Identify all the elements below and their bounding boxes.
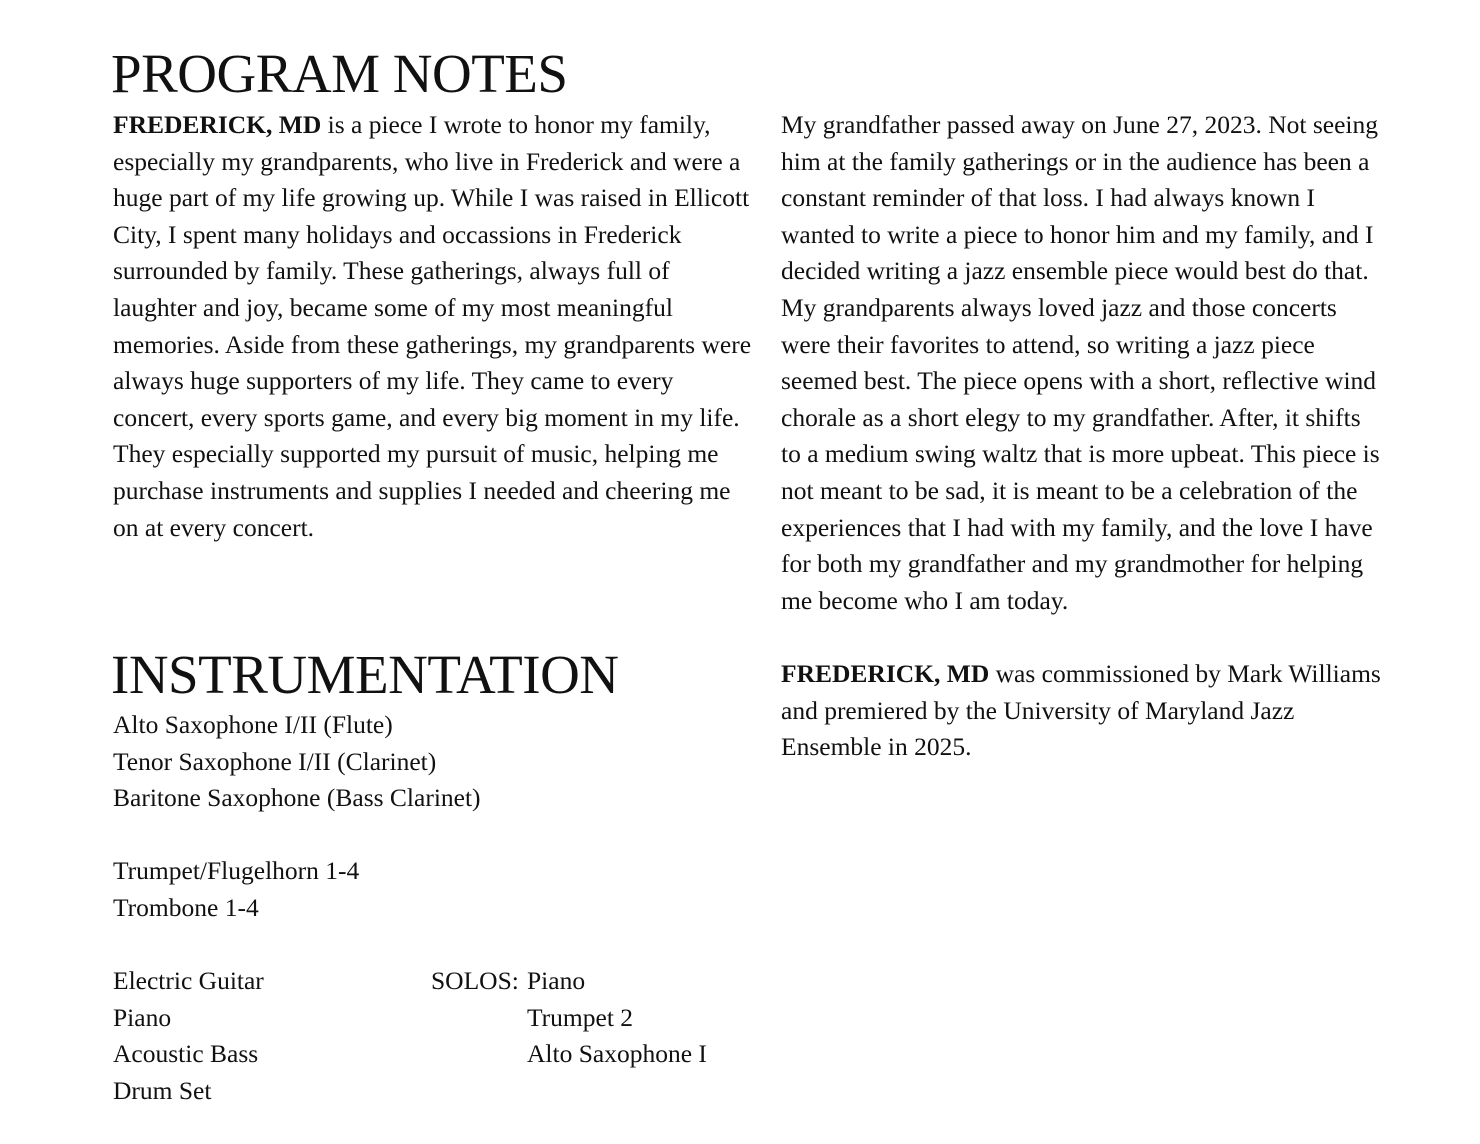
program-notes-paragraph-1 — [113, 107, 753, 546]
program-notes-right-column — [781, 107, 1381, 766]
program-notes-paragraph-2: My grandfather passed away on June 27, 2023. Not seeing him at the family gatherings or in the audience has been a constant reminder of that loss. I had always known I wanted to write a piece to honor him and my family, and I decided writing a jazz ensemble piece would best do that. My grandparents always loved jazz and those concerts were their favorites to attend, so writing a jazz piece seemed best. The piece opens with a short, reflective wind chorale as a short elegy to my grandfather. After, it shifts to a medium swing waltz that is more upbeat. This piece is not meant to be sad, it is meant to be a celebration of the experiences that I had with my family, and the love I have for both my grandfather and my grandmother for helping me become who I am today. — [781, 110, 1380, 615]
piece-title: FREDERICK, MD — [781, 658, 990, 688]
program-notes-left-column — [113, 107, 753, 546]
rhythm-list — [113, 963, 264, 1109]
list-item: Acoustic Bass — [113, 1039, 259, 1069]
list-item: Trumpet/Flugelhorn 1-4 — [113, 856, 360, 885]
list-item: Trombone 1-4 — [113, 892, 259, 922]
list-item: Tenor Saxophone I/II (Clarinet) — [113, 746, 437, 776]
list-item: Alto Saxophone I/II (Flute) — [113, 710, 393, 739]
list-item: Trumpet 2 — [527, 1002, 634, 1032]
solos-list — [431, 963, 707, 1073]
instrumentation-heading: INSTRUMENTATION — [111, 644, 619, 705]
list-item: Piano — [113, 1002, 172, 1032]
list-item: Piano — [527, 966, 586, 995]
solos-label: SOLOS: — [431, 966, 519, 995]
program-notes-heading: PROGRAM NOTES — [111, 43, 568, 104]
paragraph-text: was commissioned by Mark Williams and premiered by the University of Maryland Jazz Ensemble in 2025. — [781, 658, 1381, 762]
list-item: Drum Set — [113, 1075, 212, 1105]
woodwinds-list — [113, 707, 481, 817]
brass-list — [113, 853, 359, 926]
program-notes-paragraph-3 — [781, 656, 1381, 766]
paragraph-text: is a piece I wrote to honor my family, especially my grandparents, who live in Frederick and were a huge part of my life growing up. While I was raised in Ellicott City, I spent many holidays and occassions in Frederick surrounded by family. These gatherings, always full of laughter and joy, became some of my most meaningful memories. Aside from these gatherings, my grandparents were always huge supporters of my life. They came to every concert, every sports game, and every big moment in my life. They especially supported my pursuit of music, helping me purchase instruments and supplies I needed and cheering me on at every concert. — [113, 110, 752, 542]
list-item: Alto Saxophone I — [527, 1039, 707, 1069]
list-item: Electric Guitar — [113, 966, 264, 995]
piece-title: FREDERICK, MD — [113, 110, 322, 139]
list-item: Baritone Saxophone (Bass Clarinet) — [113, 783, 481, 813]
